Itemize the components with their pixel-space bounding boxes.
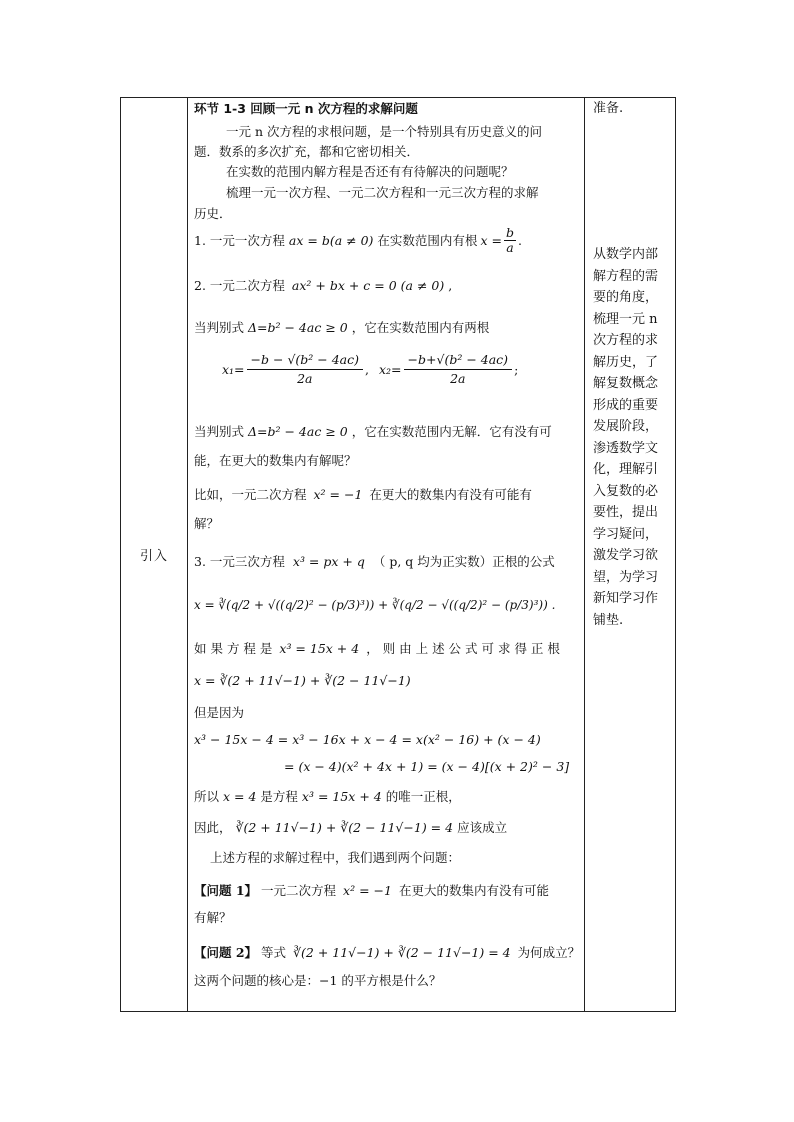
item2-line — [194, 278, 452, 293]
but-text: 但是因为 — [194, 705, 245, 720]
x1-fraction — [247, 351, 363, 388]
commentary-line: 新知学习作 — [593, 591, 659, 606]
commentary-line: 望，为学习 — [593, 569, 659, 585]
so-eq2: x³ = 15x + 4 — [301, 789, 382, 804]
item2-prefix: 2. 一元二次方程 — [194, 278, 285, 293]
lesson-table — [120, 97, 676, 1012]
commentary-line: 从数学内部 — [593, 247, 659, 262]
so-suffix: 的唯一正根， — [385, 789, 461, 804]
so-prefix: 所以 — [194, 789, 220, 804]
discriminant1-line — [194, 320, 489, 335]
item1-denominator: a — [506, 239, 514, 255]
problems-intro: 上述方程的求解过程中，我们遇到两个问题： — [210, 850, 461, 865]
discriminant2-line1 — [194, 424, 552, 439]
item3-paren: （ p, q 均为正实数）正根的公式 — [372, 554, 555, 569]
core-question: 这两个问题的核心是：−1 的平方根是什么？ — [194, 973, 442, 988]
question1-a: 一元二次方程 — [261, 883, 337, 898]
item1-root-lhs: x = — [480, 232, 502, 248]
positive-root-expression: x = ∛(2 + 11√−1) + ∛(2 − 11√−1) — [194, 673, 411, 688]
commentary-cell — [585, 98, 675, 1011]
question1-tag: 【问题 1】 — [194, 883, 258, 898]
question2-a: 等式 — [261, 945, 287, 960]
so-mid: 是方程 — [260, 789, 298, 804]
commentary-line: 次方程的求 — [593, 333, 659, 348]
so-line — [194, 789, 461, 804]
commentary-line: 渗透数学文 — [593, 440, 659, 456]
question2-equation: ∛(2 + 11√−1) + ∛(2 − 11√−1) = 4 — [293, 945, 511, 960]
question1-line2: 有解？ — [194, 910, 232, 925]
factor-line2: = (x − 4)(x² + 4x + 1) = (x − 4)[(x + 2)² − 3] — [284, 759, 570, 774]
question1-line1 — [194, 883, 549, 898]
item1-fraction — [504, 226, 516, 255]
intro-p1-line1: 一元 n 次方程的求根问题，是一个特别具有历史意义的问 — [226, 124, 542, 139]
x1-lhs: x₁= — [222, 361, 245, 377]
intro-p1-line2: 题．数系的多次扩充，都和它密切相关． — [194, 144, 420, 159]
roots-separator: , — [365, 361, 369, 377]
thus-suffix: 应该成立 — [457, 820, 508, 835]
item2-end: , — [448, 278, 453, 293]
commentary-line: 梳理一元 n — [593, 311, 658, 327]
commentary-line: 铺垫. — [593, 612, 624, 628]
item1-end: . — [517, 232, 522, 248]
commentary-line: 要性，提出 — [593, 505, 659, 520]
example-prefix: 比如，一元二次方程 — [194, 487, 307, 502]
example-suffix: 在更大的数集内有没有可能有 — [369, 487, 532, 502]
disc2-prefix: 当判别式 — [194, 424, 245, 439]
commentary-line: 学习疑问， — [593, 526, 659, 542]
commentary-line: 解复数概念 — [593, 376, 659, 391]
x2-fraction — [404, 351, 513, 388]
intro-p2: 在实数的范围内解方程是否还有有待解决的问题呢？ — [226, 164, 514, 179]
item3-equation: x³ = px + q — [292, 554, 365, 569]
ifeq-equation: x³ = 15x + 4 — [279, 641, 360, 656]
cardano-formula: x = ∛(q/2 + √((q/2)² − (p/3)³)) + ∛(q/2 − √((q/2)² − (p/3)³)) . — [194, 598, 556, 612]
question2-tag: 【问题 2】 — [194, 945, 258, 960]
commentary-line: 入复数的必 — [593, 483, 659, 499]
factor-line1: x³ − 15x − 4 = x³ − 16x + x − 4 = x(x² − 16) + (x − 4) — [194, 732, 541, 747]
so-eq1: x = 4 — [223, 789, 257, 804]
x2-denominator: 2a — [450, 370, 466, 386]
section-title: 环节 1-3 回顾一元 n 次方程的求解问题 — [194, 101, 418, 116]
roots-line — [222, 351, 518, 388]
disc1-expression: Δ=b² − 4ac ≥ 0 — [248, 320, 348, 335]
x1-numerator: −b − √(b² − 4ac) — [247, 351, 363, 370]
x2-lhs: x₂= — [379, 361, 402, 377]
example-line2: 解？ — [194, 516, 220, 531]
example-equation: x² = −1 — [313, 487, 363, 502]
commentary-line: 形成的重要 — [593, 397, 659, 413]
intro-p3-line1: 梳理一元一次方程、一元二次方程和一元三次方程的求解 — [226, 185, 539, 200]
ifeq-line — [194, 641, 560, 656]
item1-prefix: 1. 一元一次方程 — [194, 232, 285, 248]
ifeq-prefix: 如 果 方 程 是 — [194, 641, 273, 656]
stage-cell — [121, 98, 187, 1011]
x2-numerator: −b+√(b² − 4ac) — [404, 351, 513, 370]
roots-end: ; — [514, 361, 519, 377]
item1-numerator: b — [505, 225, 514, 240]
discriminant2-line2: 能，在更大的数集内有解呢？ — [194, 453, 357, 468]
item3-line — [194, 554, 555, 569]
commentary-line: 激发学习欲 — [593, 548, 659, 563]
question1-b: 在更大的数集内有没有可能 — [398, 883, 549, 898]
disc1-suffix: ，它在实数范围内有两根 — [351, 320, 490, 335]
commentary-line: 解方程的需 — [593, 268, 659, 284]
question2-line — [194, 945, 580, 960]
disc2-expression: Δ=b² − 4ac ≥ 0 — [248, 424, 348, 439]
ifeq-suffix: ， 则 由 上 述 公 式 可 求 得 正 根 — [366, 641, 560, 656]
example-line1 — [194, 487, 532, 502]
disc1-prefix: 当判别式 — [194, 320, 245, 335]
item1-mid: 在实数范围内有根 — [377, 232, 478, 248]
commentary-line: 发展阶段， — [593, 419, 659, 434]
intro-p3-line2: 历史． — [194, 206, 232, 221]
commentary-line: 要的角度， — [593, 290, 659, 305]
thus-line — [194, 820, 507, 835]
stage-label: 引入 — [139, 549, 168, 564]
question1-equation: x² = −1 — [343, 883, 392, 898]
item2-equation: ax² + bx + c = 0 (a ≠ 0) — [291, 278, 445, 293]
content-cell — [188, 98, 584, 1011]
item3-prefix: 3. 一元三次方程 — [194, 554, 285, 569]
question2-b: 为何成立？ — [517, 945, 581, 960]
disc2-suffix: ，它在实数范围内无解．它有没有可 — [351, 424, 552, 439]
commentary-top: 准备. — [593, 101, 624, 116]
item1-equation: ax = b(a ≠ 0) — [288, 232, 374, 248]
x1-denominator: 2a — [297, 370, 313, 386]
item1-line — [194, 226, 522, 255]
thus-prefix: 因此， — [194, 820, 232, 835]
commentary-line: 化，理解引 — [593, 462, 659, 477]
thus-equation: ∛(2 + 11√−1) + ∛(2 − 11√−1) = 4 — [235, 820, 454, 835]
commentary-line: 解历史，了 — [593, 354, 659, 370]
commentary-body — [585, 244, 675, 631]
